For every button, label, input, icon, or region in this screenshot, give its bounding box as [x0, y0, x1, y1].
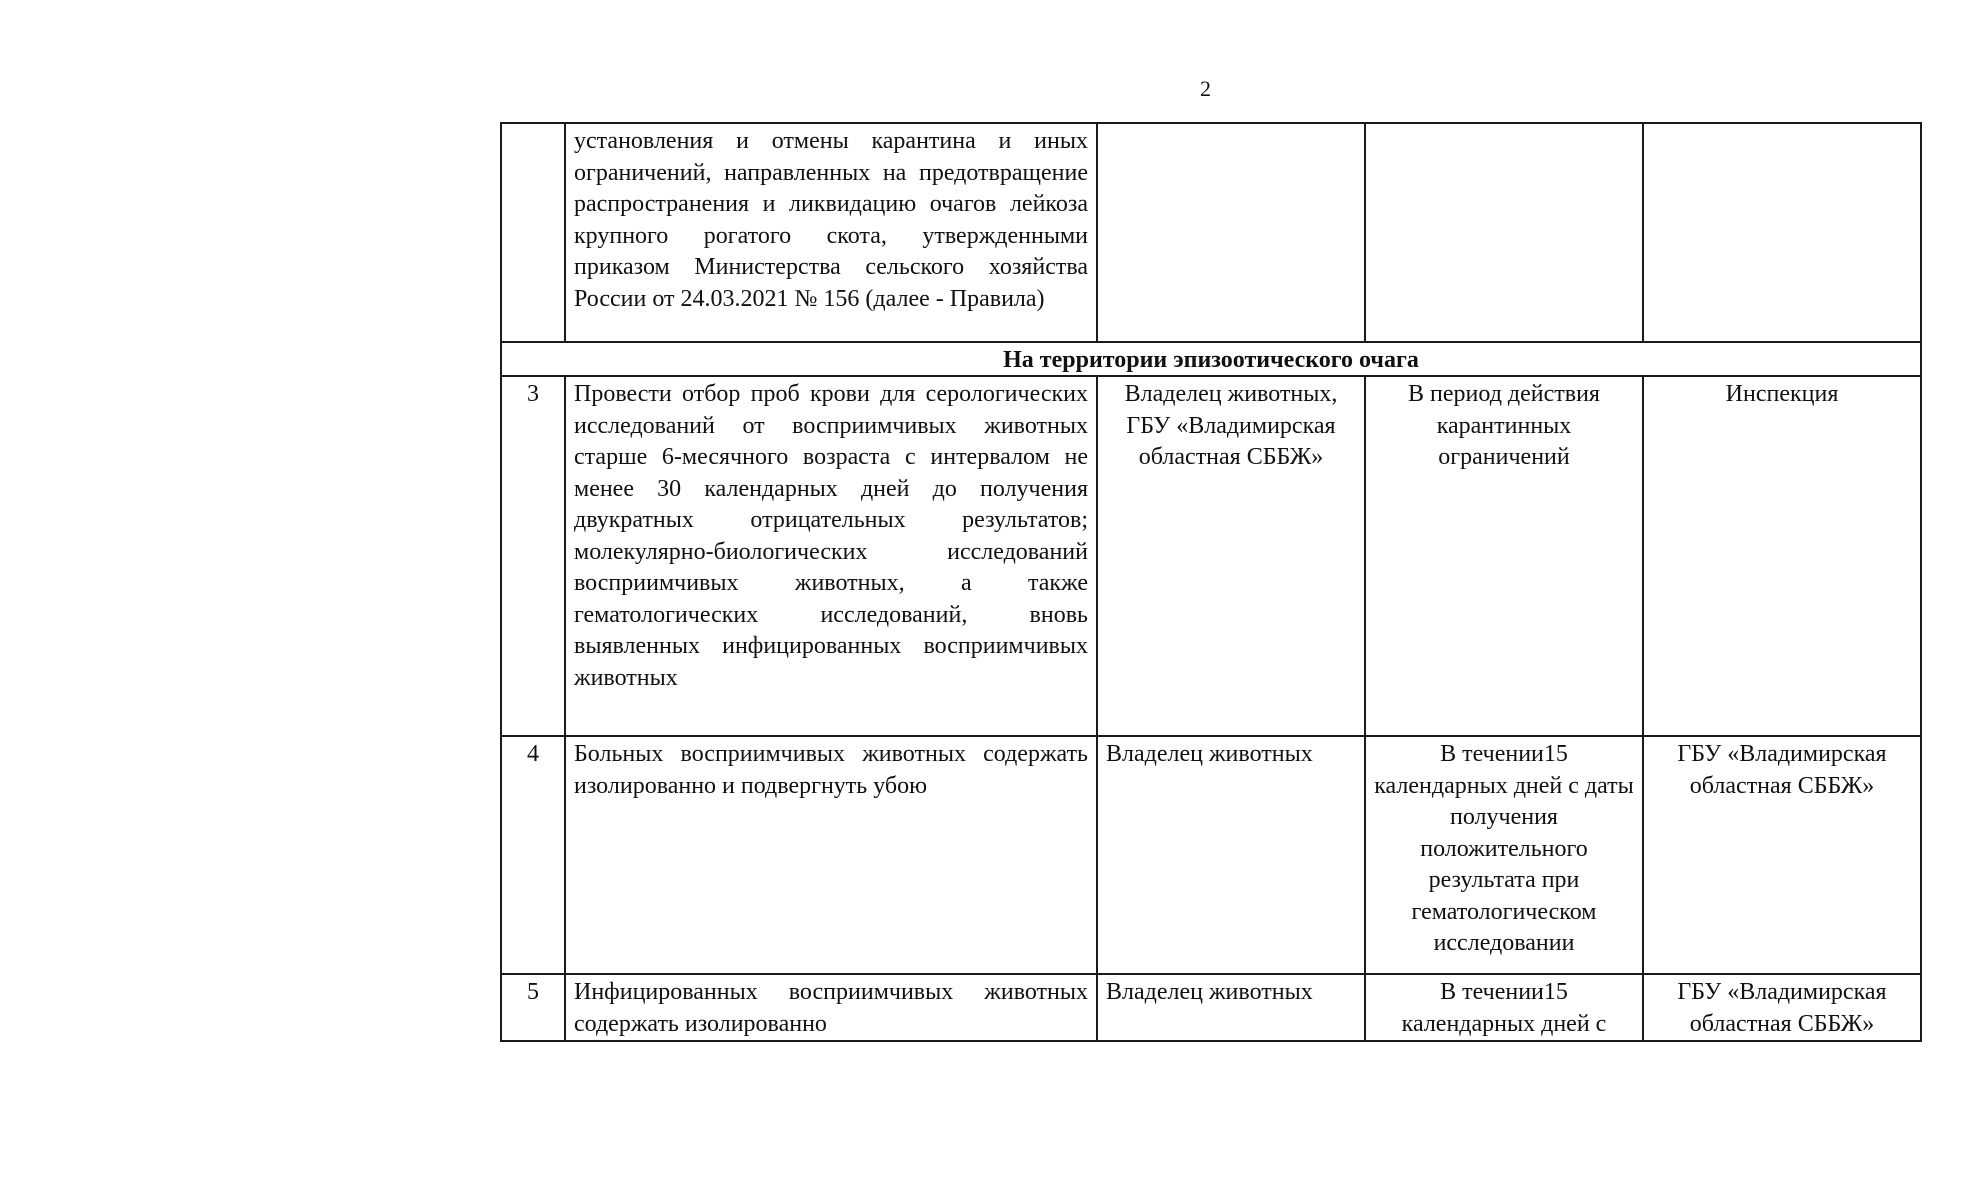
table-row-continued	[501, 123, 1921, 342]
row-control: ГБУ «Владимирская областная СББЖ»	[1643, 974, 1921, 1041]
section-title: На территории эпизоотического очага	[501, 342, 1921, 376]
row-control	[1643, 123, 1921, 342]
row-executor: Владелец животных, ГБУ «Владимирская областная СББЖ»	[1097, 376, 1365, 736]
row-measure: Больных восприимчивых животных содержать изолированно и подвергнуть убою	[565, 736, 1097, 974]
measures-table	[500, 122, 1922, 1042]
row-measure: Провести отбор проб крови для серологических исследований от восприимчивых животных старше 6-месячного возраста с интервалом не менее 30 календарных дней до получения двукратных отрицательных результатов; молекулярно-биологических исследований восприимчивых животных, а также гематологических исследований, вновь выявленных инфицированных восприимчивых животных	[565, 376, 1097, 736]
row-deadline: В течении15 календарных дней с даты получения положительного результата при гематологическом исследовании	[1365, 736, 1643, 974]
row-number: 4	[501, 736, 565, 974]
row-measure: Инфицированных восприимчивых животных содержать изолированно	[565, 974, 1097, 1041]
row-number: 3	[501, 376, 565, 736]
table-row	[501, 974, 1921, 1041]
row-deadline: В течении15 календарных дней с	[1365, 974, 1643, 1041]
row-control: Инспекция	[1643, 376, 1921, 736]
row-deadline: В период действия карантинных ограничений	[1365, 376, 1643, 736]
row-control: ГБУ «Владимирская областная СББЖ»	[1643, 736, 1921, 974]
row-executor	[1097, 123, 1365, 342]
table-row	[501, 736, 1921, 974]
section-row	[501, 342, 1921, 376]
row-number: 5	[501, 974, 565, 1041]
row-number	[501, 123, 565, 342]
page-number: 2	[1200, 76, 1211, 101]
row-executor: Владелец животных	[1097, 974, 1365, 1041]
table-row	[501, 376, 1921, 736]
row-executor: Владелец животных	[1097, 736, 1365, 974]
row-deadline	[1365, 123, 1643, 342]
row-measure: установления и отмены карантина и иных ограничений, направленных на предотвращение распространения и ликвидацию очагов лейкоза крупного рогатого скота, утвержденными приказом Министерства сельского хозяйства России от 24.03.2021 № 156 (далее - Правила)	[565, 123, 1097, 342]
